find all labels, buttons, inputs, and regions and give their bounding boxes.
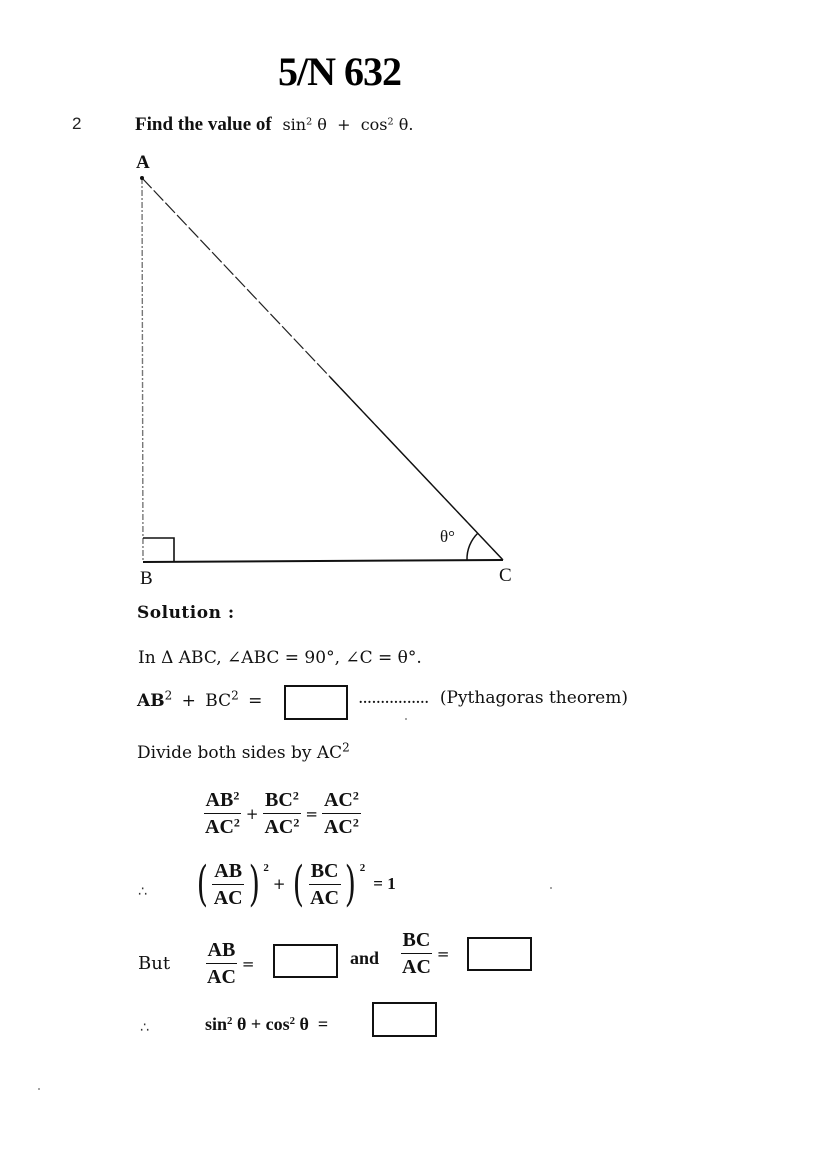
divide-step: Divide both sides by $AC^2$ (137, 740, 350, 763)
ratio-ab-ac: $\frac{AB}{AC}$ = (207, 939, 255, 988)
scan-speck (405, 718, 407, 720)
final-answer-box[interactable] (372, 1002, 437, 1037)
question-prompt-text: Find the value of (135, 114, 272, 135)
scan-speck (550, 887, 552, 889)
ab-over-ac-answer-box[interactable] (273, 944, 338, 978)
question-number: 2 (72, 114, 82, 133)
pythagoras-reason: ................ (Pythagoras theorem) (358, 688, 628, 708)
angle-theta-label: θ° (440, 527, 455, 546)
ratio-bc-ac: $\frac{BC}{AC}$ = (402, 929, 450, 978)
scan-speck (38, 1088, 40, 1090)
fraction-ac2-ac2: $\frac{AC^2}{AC^2}$ (323, 788, 359, 838)
angle-arc-c (467, 533, 478, 560)
therefore-symbol-2: ∴ (140, 1020, 149, 1036)
and-label: and (350, 948, 380, 968)
bc-over-ac-answer-box[interactable] (467, 937, 532, 971)
fraction-ab2-ac2: $\frac{AB^2}{AC^2}$ (205, 788, 240, 838)
solution-heading: Solution : (137, 603, 235, 623)
pythagoras-answer-box[interactable] (284, 685, 348, 720)
pythagoras-line: $AB^2 + BC^2$ = (137, 688, 263, 711)
vertex-label-c: C (499, 565, 512, 586)
page-header-code: 5/N 632 (278, 49, 401, 94)
vertex-label-b: B (140, 568, 153, 589)
fraction-bc2-ac2: $\frac{BC^2}{AC^2}$ (264, 788, 300, 838)
right-angle-marker (143, 538, 174, 562)
therefore-symbol-1: ∴ (138, 884, 147, 900)
question-expression: $\sin^2 \theta + \cos^2 \theta$. (282, 115, 414, 134)
squared-ratio-equation: ( $\frac{AB}{AC}$ ) $^2$ + ( $\frac{BC}{AC}$ ) $^2$ = 1 (196, 856, 396, 912)
final-identity-expression: $\sin^2 \theta + \cos^2 \theta$ = (205, 1014, 329, 1034)
fraction-equation: $\frac{AB^2}{AC^2}$ + $\frac{BC^2}{AC^2}$ = $\frac{AC^2}{AC^2}$ (205, 788, 359, 838)
vertex-label-a: A (136, 152, 150, 173)
side-bc (143, 560, 503, 562)
but-label: But (138, 953, 171, 974)
side-ab (142, 178, 143, 561)
solution-given: In Δ ABC, ∠ABC = 90°, ∠C = θ°. (138, 648, 422, 668)
